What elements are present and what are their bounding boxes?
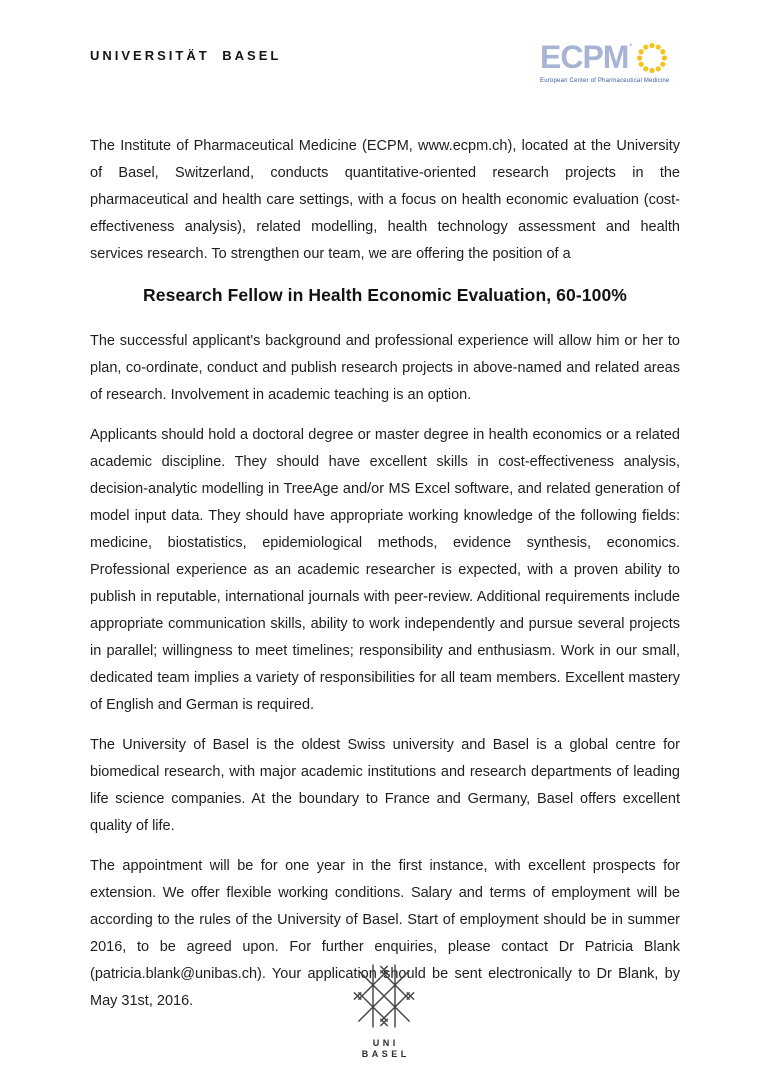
ecpm-logo: [540, 39, 670, 84]
ecpm-tagline: European Center of Pharmaceutical Medicine: [540, 78, 670, 84]
requirements-paragraph: Applicants should hold a doctoral degree or master degree in health economics or a related academic discipline. They should have excellent skills in cost-effectiveness analysis, decision-analytic modelling in TreeAge and/or MS Excel software, and related generation of model input data. They should have appropriate working knowledge of the following fields: medicine, biostatistics, epidemiological methods, evidence synthesis, economics. Professional experience as an academic researcher is expected, with a proven ability to publish in reputable, international journals with peer-review. Additional requirements include appropriate communication skills, ability to work independently and pursue several projects in parallel; willingness to meet timelines; responsibility and enthusiasm. Work in our small, dedicated team implies a variety of responsibilities for all team members. Excellent mastery of English and German is required.: [90, 427, 680, 713]
applicant-paragraph: The successful applicant's background and professional experience will allow him or her to plan, co-ordinate, conduct and publish research projects in above-named and related areas of research. Involvement in academic teaching is an option.: [90, 333, 680, 403]
uni-basel-logotype-line2: BASEL: [361, 1049, 410, 1059]
job-posting-body: [90, 133, 680, 1028]
universitaet-basel-wordmark: UNIVERSITÄT BASEL: [90, 48, 282, 63]
uni-basel-logotype-line1: UNI: [372, 1038, 399, 1048]
uni-basel-crest-icon: [351, 960, 417, 1032]
appointment-paragraph: The appointment will be for one year in the first instance, with excellent prospects for extension. We offer flexible working conditions. Salary and terms of employment will be according to the rules of the University of Basel. Start of employment should be in summer 2016, to be agreed upon. For further enquiries, please contact Dr Patricia Blank (patricia.blank@unibas.ch). Your application should be sent electronically to Dr Blank, by May 31st, 2016.: [90, 858, 680, 1009]
intro-paragraph: The Institute of Pharmaceutical Medicine (ECPM, www.ecpm.ch), located at the University of Basel, Switzerland, conducts quantitative-oriented research projects in the pharmaceutical and health care settings, with a focus on health economic evaluation (cost-effectiveness analysis), related modelling, health technology assessment and health services research. To strengthen our team, we are offering the position of a: [90, 138, 680, 262]
job-title: Research Fellow in Health Economic Evaluation, 60-100%: [143, 285, 627, 305]
ecpm-registered-mark: ': [629, 42, 633, 54]
ecpm-acronym: ECPM: [540, 39, 629, 75]
basel-city-paragraph: The University of Basel is the oldest Swiss university and Basel is a global centre for biomedical research, with major academic institutions and research departments of leading life science companies. At the boundary to France and Germany, Basel offers excellent quality of life.: [90, 737, 680, 834]
ecpm-logo-row: [540, 39, 669, 75]
uni-basel-logotype: [358, 1038, 410, 1060]
page-footer: [0, 960, 768, 1060]
ecpm-dots-circle-icon: [635, 41, 669, 75]
